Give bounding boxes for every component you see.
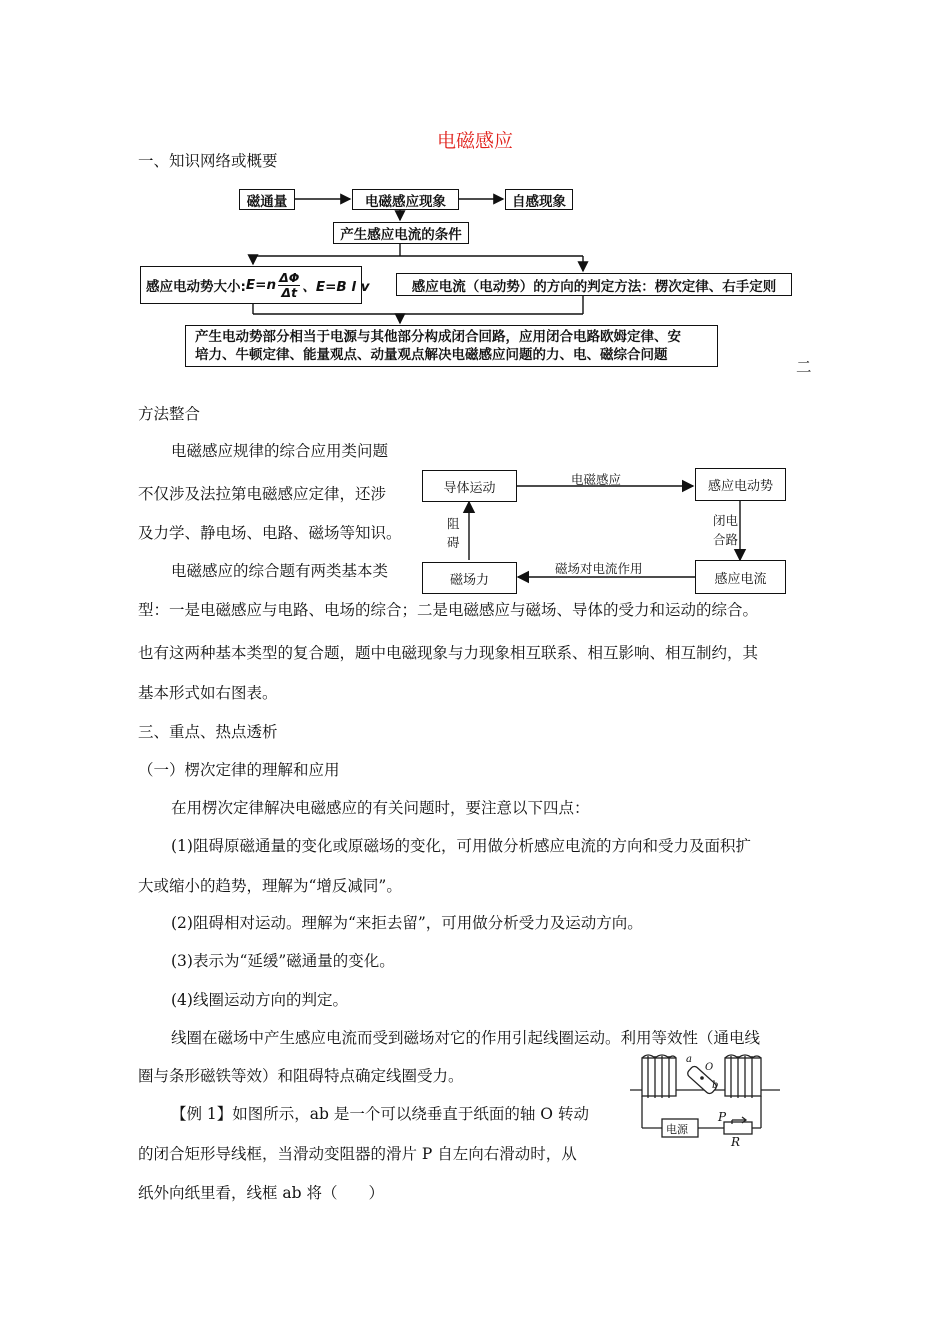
emf-denominator: Δt	[281, 284, 298, 300]
node-self-induction: 自感现象	[505, 189, 573, 210]
circuit-o-label: O	[705, 1062, 714, 1073]
para-1-line-2: 不仅涉及法拉第电磁感应定律，还涉	[138, 485, 387, 503]
emf-formula-tail: 、E=B l v	[302, 279, 370, 295]
para-2-line-1: 电磁感应的综合题有两类基本类	[171, 562, 389, 580]
example-1-line-1: 【例 1】如图所示，ab 是一个可以绕垂直于纸面的轴 O 转动	[171, 1105, 589, 1123]
point-2: (2)阻碍相对运动。理解为“来拒去留”，可用做分析受力及运动方向。	[171, 914, 643, 932]
point-4: (4)线圈运动方向的判定。	[171, 991, 348, 1009]
cycle-node-current: 感应电流	[695, 560, 786, 594]
para-1-line-3: 及力学、静电场、电路、磁场等知识。	[138, 524, 402, 542]
para-2-line-3: 也有这两种基本类型的复合题，题中电磁现象与力现象相互联系、相互影响、相互制约，其	[138, 644, 759, 662]
cycle-label-force-on-current: 磁场对电流作用	[555, 561, 643, 576]
node-condition: 产生感应电流的条件	[333, 222, 469, 244]
circuit-b-label: b	[712, 1080, 719, 1091]
node-direction: 感应电流（电动势）的方向的判定方法：楞次定律、右手定则	[396, 273, 792, 296]
node-em-induction: 电磁感应现象	[352, 189, 459, 210]
cycle-label-induction: 电磁感应	[571, 472, 622, 487]
page-title: 电磁感应	[436, 130, 513, 152]
cycle-node-motion: 导体运动	[422, 470, 517, 502]
coil-para-line-1: 线圈在磁场中产生感应电流而受到磁场对它的作用引起线圈运动。利用等效性（通电线	[171, 1029, 761, 1047]
para-2-line-4: 基本形式如右图表。	[138, 684, 278, 702]
example-1-line-2: 的闭合矩形导线框，当滑动变阻器的滑片 P 自左向右滑动时，从	[138, 1145, 577, 1163]
section-1-heading: 一、知识网络或概要	[138, 152, 278, 170]
section-2-heading: 方法整合	[138, 405, 201, 423]
example-1-line-3: 纸外向纸里看，线框 ab 将（ ）	[138, 1184, 385, 1202]
cycle-label-closed-2: 合路	[713, 532, 739, 547]
cycle-node-force: 磁场力	[422, 562, 517, 594]
circuit-p-label: P	[718, 1110, 727, 1124]
summary-line-2: 培力、牛顿定律、能量观点、动量观点解决电磁感应问题的力、电、磁综合问题	[195, 347, 668, 363]
point-1-line-1: (1)阻碍原磁通量的变化或原磁场的变化，可用做分析感应电流的方向和受力及面积扩	[171, 837, 751, 855]
summary-line-1: 产生电动势部分相当于电源与其他部分构成闭合回路，应用闭合电路欧姆定律、安	[195, 329, 681, 345]
emf-numerator: ΔΦ	[279, 269, 300, 285]
cycle-label-closed-1: 闭电	[713, 513, 739, 528]
emf-formula-e: E=n	[245, 277, 277, 293]
lenz-intro: 在用楞次定律解决电磁感应的有关问题时，要注意以下四点：	[171, 799, 590, 817]
point-3: (3)表示为“延缓”磁通量的变化。	[171, 952, 395, 970]
node-flux: 磁通量	[239, 189, 295, 210]
coil-para-line-2: 圈与条形磁铁等效）和阻碍特点确定线圈受力。	[138, 1067, 464, 1085]
point-1-line-2: 大或缩小的趋势，理解为“增反减同”。	[138, 877, 402, 895]
cycle-node-emf: 感应电动势	[695, 468, 786, 501]
subsection-1-heading: （一）楞次定律的理解和应用	[138, 761, 340, 779]
section-3-heading: 三、重点、热点透析	[138, 723, 278, 741]
circuit-a-label: a	[686, 1054, 692, 1065]
cycle-label-hinder-2: 碍	[447, 535, 460, 550]
circuit-power-label: 电源	[666, 1123, 688, 1136]
cycle-label-hinder-1: 阻	[447, 516, 460, 531]
para-1-line-1: 电磁感应规律的综合应用类问题	[171, 442, 389, 460]
emf-prefix: 感应电动势大小:	[146, 279, 246, 295]
circuit-r-label: R	[731, 1135, 741, 1149]
cycle-arrows	[0, 0, 950, 620]
section-2-number: 二	[796, 358, 812, 376]
para-2-line-2: 型：一是电磁感应与电路、电场的综合；二是电磁感应与磁场、导体的受力和运动的综合。	[138, 601, 759, 619]
